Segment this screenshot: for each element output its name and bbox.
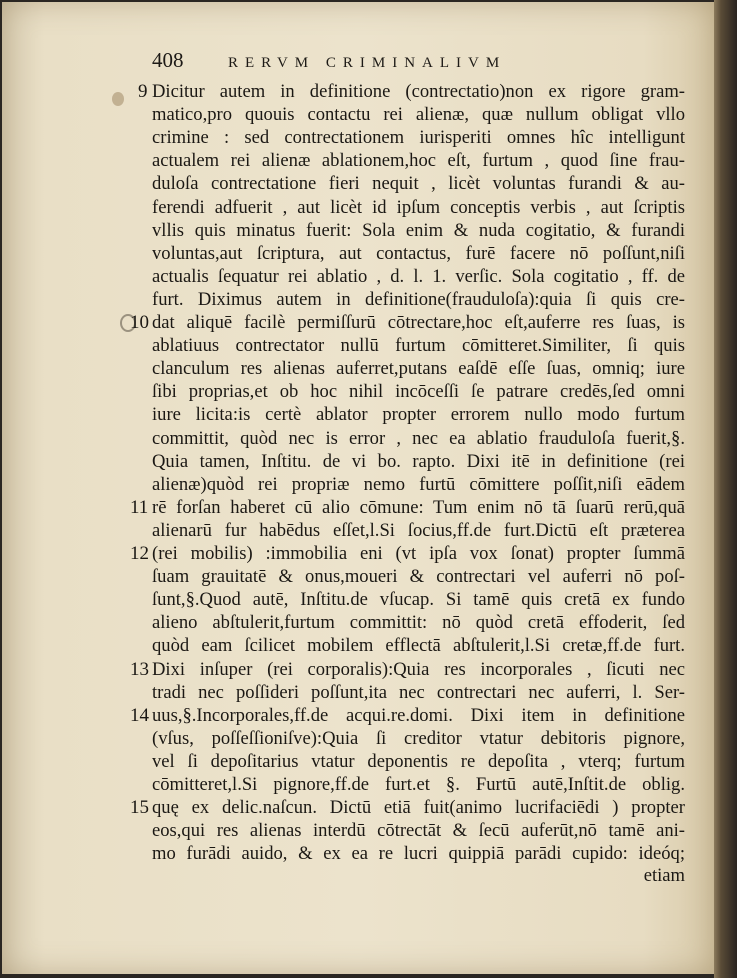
- text-line: rē forſan haberet cū alio cōmune: Tum enim nō tā ſuarū rerū,quā: [152, 496, 685, 518]
- text-line: eos,qui res alienas interdū cōtrectāt & ſecū auferūt,nō tamē ani-: [152, 820, 685, 842]
- text-line: ablatiuus contrectator nullū furtum cōmitteret.Similiter, ſi quis: [152, 335, 685, 357]
- text-line: ſibi proprias,et ob hoc nihil incōceſſi ſe patrare credēs,ſed omni: [152, 381, 685, 403]
- text-line: mo furādi auido, & ex ea re lucri quippiā parādi cupido: ideóq;: [152, 843, 685, 865]
- book-page: [2, 2, 714, 974]
- page-edge-shadow: [714, 0, 737, 978]
- text-line: ferendi adfuerit , aut licèt id ipſum conceptis verbis , aut ſcriptis: [152, 196, 685, 218]
- margin-note-number: 10: [130, 312, 149, 333]
- margin-note-number: 13: [130, 658, 149, 680]
- foxing-stain: [112, 92, 124, 106]
- text-line: dat aliquē facilè permiſſurū cōtrectare,hoc eſt,auferre res ſuas, is: [152, 312, 685, 333]
- margin-note-number: 14: [130, 704, 149, 726]
- text-line: cōmitteret,l.Si pignore,ff.de furt.et §. Furtū autē,Inſtit.de oblig.: [152, 774, 685, 795]
- text-line: alienarū fur habēdus eſſet,l.Si ſocius,ff.de furt.Dictū eſt præterea: [152, 519, 685, 541]
- text-line: (vſus, poſſeſſioniſve):Quia ſi creditor vtatur debitoris pignore,: [152, 727, 685, 749]
- running-title: RERVM CRIMINALIVM: [228, 55, 507, 71]
- text-line: duloſa contrectatione fieri nequit , licèt voluntas furandi & au-: [152, 173, 685, 195]
- text-line: tradi nec poſſideri poſſunt,ita nec contrectari nec auferri, l. Ser-: [152, 681, 685, 703]
- text-line: vel ſi depoſitarius vtatur deponentis re depoſita , vterq; furtum: [152, 750, 685, 772]
- text-line: quòd eam ſcilicet mobilem efflectā abſtulerit,l.Si cretæ,ff.de furt.: [152, 635, 685, 657]
- page-number: 408: [152, 48, 184, 72]
- text-line: committit, quòd nec is error , nec ea ablatio frauduloſa fuerit,§.: [152, 427, 685, 449]
- text-line: Dixi inſuper (rei corporalis):Quia res incorporales , ſicuti nec: [152, 658, 685, 680]
- text-line: actualem rei alienæ ablationem,hoc eſt, furtum , quod ſine frau-: [152, 150, 685, 172]
- text-line: iure licita:is certè ablator propter errorem nullo modo furtum: [152, 404, 685, 426]
- margin-note-number: 15: [130, 797, 149, 819]
- text-line: alieno abſtulerit,furtum committit: nō quòd cretā effoderit, ſed: [152, 612, 685, 634]
- text-line: furt. Diximus autem in definitione(frauduloſa):quia ſi quis cre-: [152, 288, 685, 310]
- text-line: crimine : sed contrectationem iurisperiti omnes hîc intelligunt: [152, 127, 685, 149]
- text-line: Quia tamen, Inſtitu. de vi bo. rapto. Dixi itē in definitione (rei: [152, 450, 685, 472]
- text-line: actualis ſequatur rei ablatio , d. l. 1. verſic. Sola cogitatio , ff. de: [152, 265, 685, 287]
- text-line: quę ex delic.naſcun. Dictū etiā fuit(animo lucrifaciēdi ) propter: [152, 797, 685, 819]
- text-line: Dicitur autem in definitione (contrectatio)non ex rigore gram-: [152, 81, 685, 102]
- text-line: clanculum res alienas auferret,putans eaſdē eſſe ſuas, omniq; iure: [152, 358, 685, 380]
- margin-note-number: 9: [138, 81, 148, 102]
- margin-note-number: 12: [130, 543, 149, 564]
- text-line: ſunt,§.Quod autē, Inſtitu.de vſucap. Si tamē quis cretā ex fundo: [152, 589, 685, 611]
- text-line: ſuam grauitatē & onus,moueri & contrectari vel auferri nō poſ-: [152, 566, 685, 588]
- text-line: vllis quis minatus fuerit: Sola enim & nuda cogitatio, & furandi: [152, 219, 685, 241]
- running-header: [152, 48, 692, 73]
- text-line: matico,pro quouis contactu rei alienæ, quæ nullum obligat vllo: [152, 104, 685, 126]
- text-line: uus,§.Incorporales,ff.de acqui.re.domi. Dixi item in definitione: [152, 704, 685, 726]
- margin-note-number: 11: [130, 496, 149, 518]
- catchword: etiam: [643, 865, 685, 886]
- text-line: voluntas,aut ſcriptura, aut contactus, furē facere nō poſſunt,niſi: [152, 242, 685, 264]
- text-line: alienæ)quòd rei propriæ nemo furtū cōmittere poſſit,niſi eādem: [152, 473, 685, 495]
- text-line: (rei mobilis) :immobilia eni (vt ipſa vox ſonat) propter ſummā: [152, 543, 685, 564]
